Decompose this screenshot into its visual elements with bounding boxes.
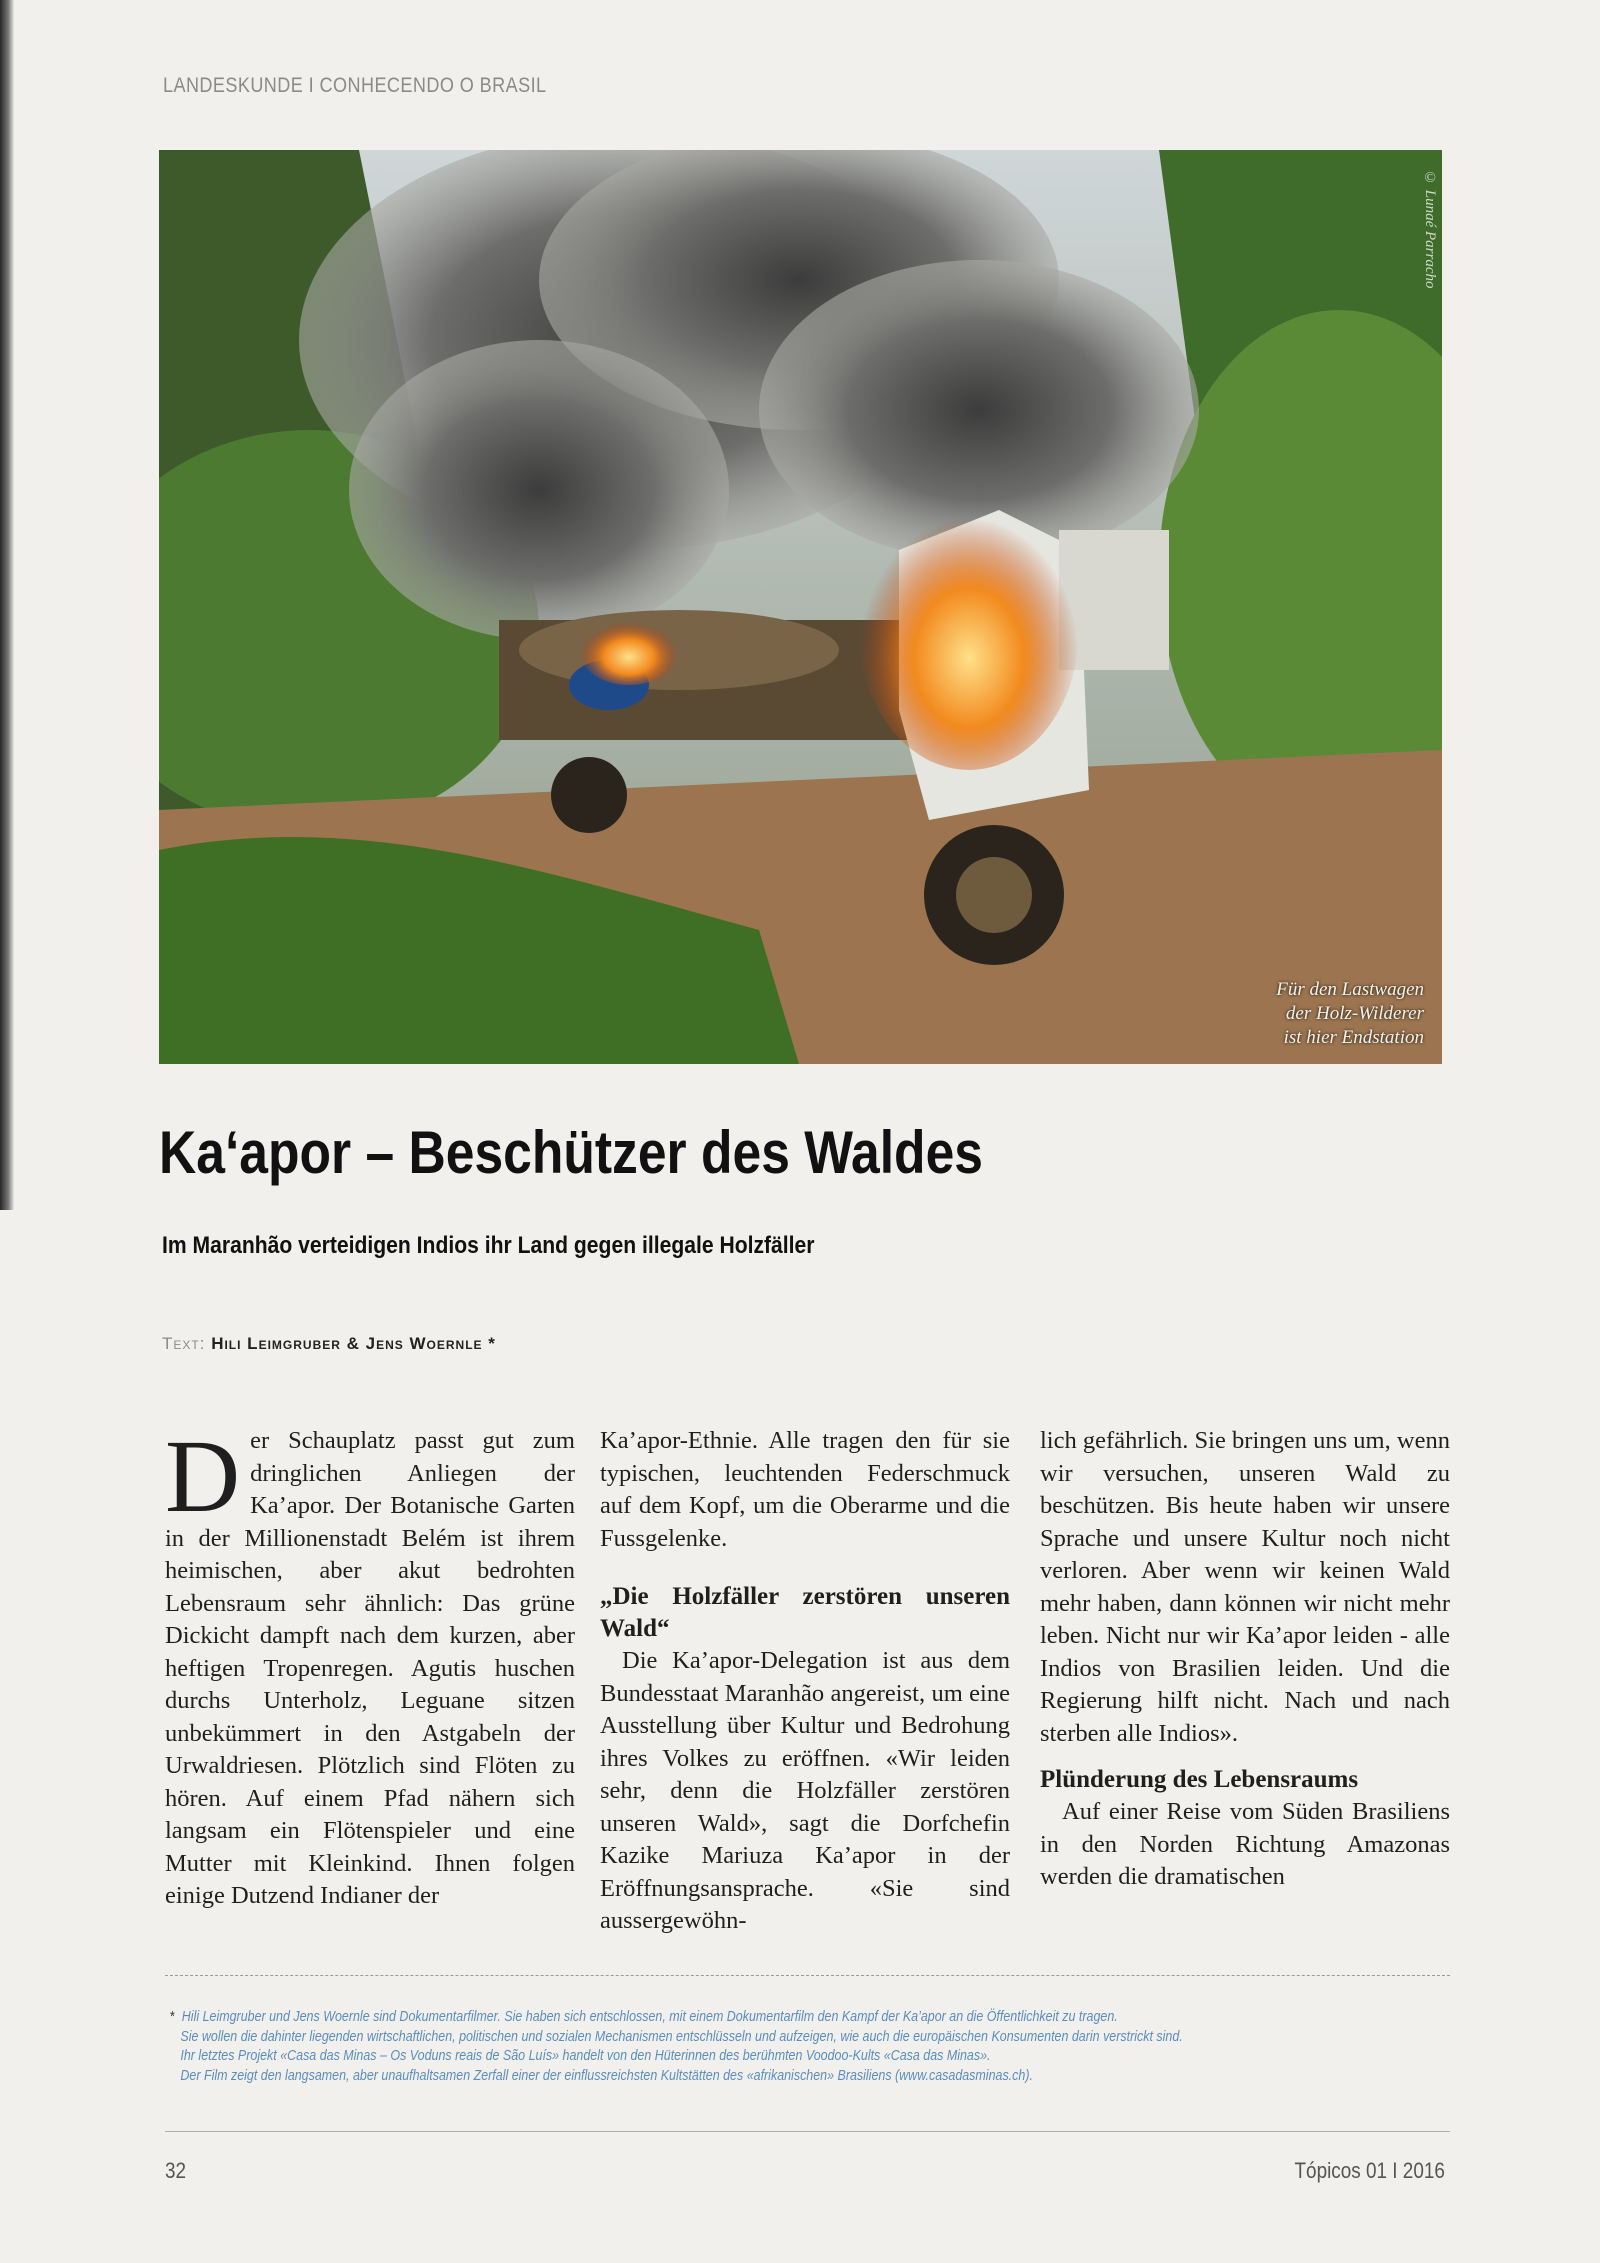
- caption-line: ist hier Endstation: [1283, 1027, 1424, 1048]
- footnote-divider: [165, 1975, 1450, 1976]
- column-text: lich gefährlich. Sie bringen uns um, wenn wir versuchen, unseren Wald zu beschützen. Bis heute haben wir unsere Sprache und unsere Kultur noch nicht verloren. Aber wenn wir keinen Wald mehr haben, dann können wir nicht mehr leben. Nicht nur wir Ka’apor leiden - alle Indios von Brasilien leiden. Und die Regierung hilft nicht. Nach und nach sterben alle Indios».: [1040, 1427, 1450, 1747]
- caption-line: der Holz-Wilderer: [1285, 1003, 1424, 1024]
- byline-authors: Hili Leimgruber & Jens Woernle *: [211, 1334, 496, 1353]
- article-title: Ka‘apor – Beschützer des Waldes: [159, 1119, 983, 1186]
- drop-cap: D: [165, 1419, 241, 1534]
- photo-credit: © Lunaé Parracho: [1422, 170, 1438, 289]
- section-heading: „Die Holzfäller zerstören unseren Wald“: [600, 1583, 1010, 1642]
- footer-divider: [165, 2131, 1450, 2132]
- column-text: Die Ka’apor-Delegation ist aus dem Bundesstaat Maranhão angereist, um eine Ausstellung über Kultur und Bedrohung ihres Volkes zu eröffnen. «Wir leiden sehr, denn die Holzfäller zerstören unseren Wald», sagt die Dorfchefin Kazike Mariuza Ka’apor in der Eröffnungsansprache. «Sie sind aussergewöhn-: [600, 1647, 1010, 1934]
- footnote-line: Der Film zeigt den langsamen, aber unaufhaltsamen Zerfall einer der einflussreichsten Kultstätten des «afrikanischen» Brasiliens (www.casadasminas.ch).: [180, 2067, 1033, 2084]
- burning-truck-photo: [159, 150, 1442, 1064]
- column-text: Ka’apor-Ethnie. Alle tragen den für sie typischen, leuchtenden Federschmuck auf dem Kopf, um die Oberarme und die Fussgelenke.: [600, 1427, 1010, 1552]
- footnote-line: Ihr letztes Projekt «Casa das Minas – Os Voduns reais de São Luís» handelt von den Hüterinnen des berühmten Voodoo-Kults «Casa das Minas».: [180, 2048, 991, 2064]
- byline: [162, 1334, 496, 1354]
- page-number: 32: [165, 2158, 187, 2183]
- author-footnote: [170, 2008, 1460, 2086]
- caption-line: Für den Lastwagen: [1276, 979, 1424, 1000]
- footnote-line: Hili Leimgruber und Jens Woernle sind Dokumentarfilmer. Sie haben sich entschlossen, mit einem Dokumentarfilm den Kampf der Ka’apor an die Öffentlichkeit zu tragen.: [181, 2009, 1118, 2025]
- footnote-marker: *: [170, 2009, 175, 2025]
- photo-caption: [1276, 978, 1424, 1050]
- section-label: LANDESKUNDE I CONHECENDO O BRASIL: [163, 74, 547, 97]
- magazine-issue: Tópicos 01 I 2016: [1294, 2158, 1445, 2183]
- article-column-3: [1040, 1425, 1450, 1894]
- footnote-line: Sie wollen die dahinter liegenden wirtschaftlichen, politischen und sozialen Mechanismen entschlüsseln und aufzeigen, wie auch die europäischen Konsumenten darin verstrickt sind.: [180, 2028, 1183, 2045]
- article-subtitle: Im Maranhão verteidigen Indios ihr Land gegen illegale Holzfäller: [162, 1232, 815, 1259]
- column-text: Auf einer Reise vom Süden Brasiliens in den Norden Richtung Amazonas werden die dramatischen: [1040, 1798, 1450, 1890]
- column-text: er Schauplatz passt gut zum dringlichen Anliegen der Ka’apor. Der Botanische Garten in der Millionenstadt Belém ist ihrem heimischen, aber akut bedrohten Lebensraum sehr ähnlich: Das grüne Dickicht dampft nach dem kurzen, aber heftigen Tropenregen. Agutis huschen durchs Unterholz, Leguane sitzen unbekümmert in den Astgabeln der Urwaldriesen. Plötzlich sind Flöten zu hören. Auf einem Pfad nähern sich langsam ein Flötenspieler und eine Mutter mit Kleinkind. Ihnen folgen einige Dutzend Indianer der: [165, 1427, 575, 1909]
- article-column-1: [165, 1419, 575, 1913]
- article-photo: [159, 150, 1442, 1064]
- binding-shadow: [0, 0, 14, 1210]
- section-heading: Plünderung des Lebensraums: [1040, 1766, 1359, 1793]
- byline-prefix: Text:: [162, 1334, 206, 1353]
- article-column-2: [600, 1425, 1010, 1938]
